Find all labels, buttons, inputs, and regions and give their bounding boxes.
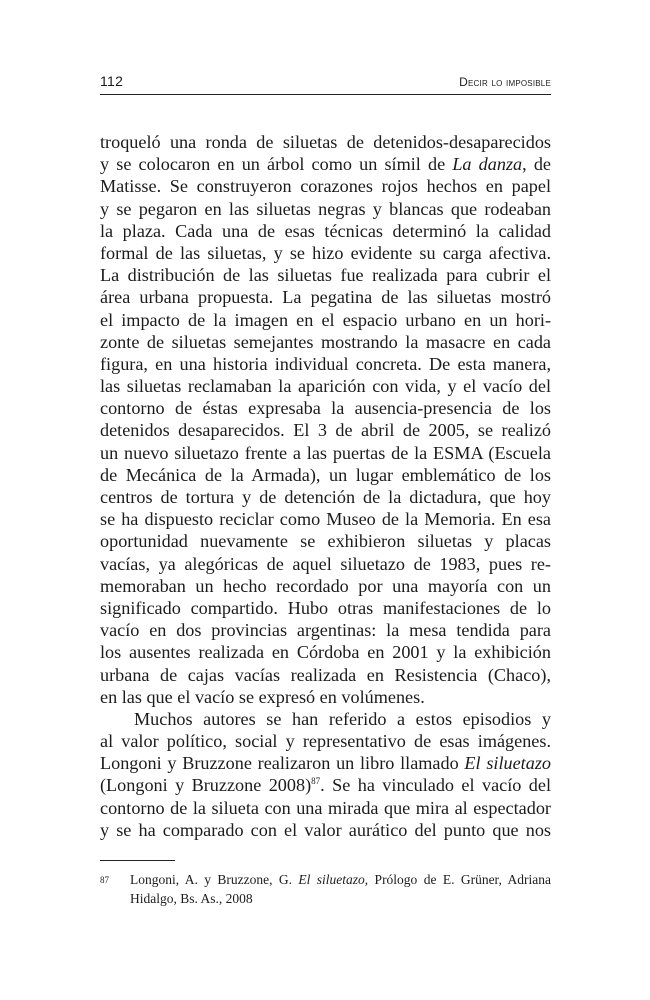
text-line: troqueló una ronda de siluetas de detenidos-desaparecidos [100, 132, 551, 152]
text-line: centros de tortura y de detención de la dictadura, que hoy [100, 487, 551, 507]
text-line: zonte de siluetas semejantes mostrando la masacre en cada [100, 331, 551, 352]
book-title: El siluetazo [298, 872, 365, 887]
text-span: Longoni y Bruzzone realizaron un libro llamado [100, 753, 465, 774]
text-line: contorno de la silueta con una mirada que mira al espectador [100, 797, 551, 818]
text-line: detenidos desaparecidos. El 3 de abril de 2005, se realizó [100, 420, 551, 441]
text-line: de Mecánica de la Armada), un lugar emblemático de los [100, 464, 551, 485]
footnote-text [130, 870, 551, 908]
body-text [100, 131, 551, 841]
artwork-title: La danza [452, 154, 523, 175]
text-line: La distribución de las siluetas fue realizada para cubrir el [100, 265, 551, 286]
text-line: contorno de éstas expresaba la ausencia-presencia de los [100, 398, 551, 419]
text-line: el impacto de la imagen en el espacio urbano en un hori- [100, 309, 551, 330]
running-title: Decir lo imposible [459, 75, 551, 89]
text-line: un nuevo siluetazo frente a las puertas de la ESMA (Escuela [100, 442, 551, 463]
book-title: El siluetazo [464, 753, 551, 774]
text-line: oportunidad nuevamente se exhibieron siluetas y placas [100, 531, 551, 552]
text-span: y se colocaron en un árbol como un símil de [100, 154, 453, 175]
footnote-number: 87 [100, 875, 109, 885]
paragraph-last-line: en las que el vacío se expresó en volúmenes. [100, 686, 425, 707]
text-line: los ausentes realizada en Córdoba en 2001 y la exhibición [100, 642, 551, 663]
text-line: las siluetas reclamaban la aparición con vida, y el vacío del [100, 376, 551, 397]
text-span: . Se ha vinculado el vacío del [320, 775, 551, 796]
text-line: urbana de cajas vacías realizada en Resistencia (Chaco), [100, 664, 551, 685]
footnote [100, 870, 551, 908]
footnote-reference[interactable]: 87 [311, 776, 321, 787]
text-line: al valor político, social y representativo de esas imágenes. [100, 731, 551, 752]
text-line [100, 752, 551, 774]
footnote-line [130, 870, 551, 889]
text-line: significado compartido. Hubo otras manifestaciones de lo [100, 597, 551, 618]
text-span: (Longoni y Bruzzone 2008) [100, 775, 312, 796]
text-span: , de [522, 154, 551, 175]
running-header [100, 72, 551, 95]
text-line: se ha dispuesto reciclar como Museo de la Memoria. En esa [100, 509, 551, 530]
paragraph-first-line: Muchos autores se han referido a estos episodios y [134, 708, 551, 729]
text-line: vacías, ya alegóricas de aquel siluetazo de 1983, pues re- [100, 553, 551, 574]
text-line: área urbana propuesta. La pegatina de las siluetas mostró [100, 287, 551, 308]
text-line: formal de las siluetas, y se hizo evidente su carga afectiva. [100, 242, 551, 263]
text-span: , Prólogo de E. Grüner, Adriana [364, 872, 552, 887]
text-line: figura, en una historia individual concreta. De esta manera, [100, 353, 551, 374]
footnote-divider [100, 860, 175, 861]
text-line: y se pegaron en las siluetas negras y blancas que rodeaban [100, 198, 551, 219]
text-line: la plaza. Cada una de esas técnicas determinó la calidad [100, 220, 551, 241]
text-line [100, 153, 551, 175]
page-number: 112 [100, 73, 124, 89]
footnote-line: Hidalgo, Bs. As., 2008 [130, 891, 253, 906]
text-line: memoraban un hecho recordado por una mayoría con un [100, 575, 551, 596]
text-line [100, 774, 551, 796]
text-line: Matisse. Se construyeron corazones rojos hechos en papel [100, 176, 551, 197]
text-line: vacío en dos provincias argentinas: la mesa tendida para [100, 620, 551, 641]
text-line: y se ha comparado con el valor aurático del punto que nos [100, 819, 551, 840]
text-span: Longoni, A. y Bruzzone, G. [130, 872, 299, 887]
